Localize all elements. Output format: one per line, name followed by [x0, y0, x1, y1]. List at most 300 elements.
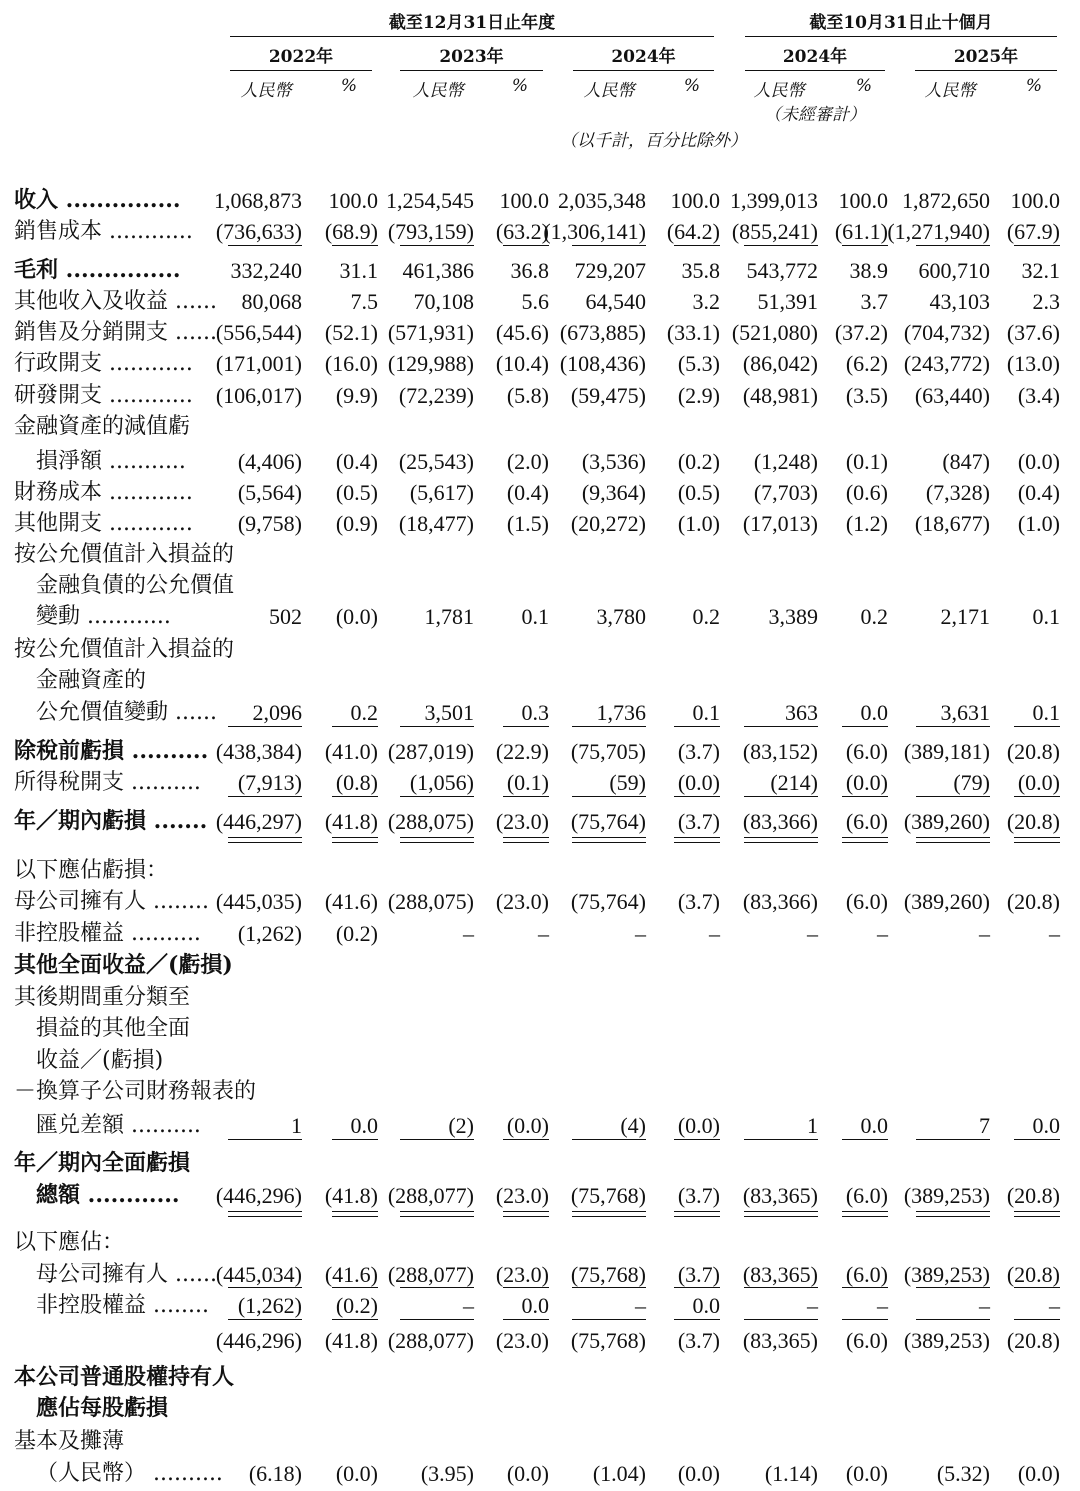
- percent-cell: (6.0): [845, 1183, 888, 1208]
- single-underline: [674, 1139, 720, 1140]
- amount-cell: 1: [291, 1113, 302, 1138]
- amount-cell: 64,540: [585, 289, 646, 314]
- percent-cell: (3.7): [677, 1183, 720, 1208]
- single-underline: [1014, 796, 1060, 797]
- statement-row: [0, 918, 1080, 949]
- amount-cell: (288,077): [387, 1328, 474, 1353]
- year-header: 2022年: [268, 47, 334, 67]
- percent-cell: (6.0): [845, 889, 888, 914]
- percent-cell: (0.2): [677, 449, 720, 474]
- year-header: 2024年: [782, 47, 848, 67]
- amount-cell: (59): [609, 770, 646, 795]
- amount-cell: (736,633): [215, 219, 302, 244]
- percent-cell: 0.1: [1032, 700, 1060, 725]
- double-underline: [674, 837, 720, 843]
- percent-cell: 0.0: [860, 1113, 888, 1138]
- amount-cell: 502: [269, 604, 302, 629]
- percent-cell: 0.1: [1032, 604, 1060, 629]
- statement-row: [0, 286, 1080, 317]
- unit-rmb-header: 人民幣: [924, 81, 976, 101]
- row-label: 行政開支 ............: [14, 351, 193, 376]
- statement-row: [0, 1393, 1080, 1424]
- percent-cell: 2.3: [1032, 289, 1060, 314]
- single-underline: [1014, 1319, 1060, 1320]
- amount-cell: (287,019): [387, 739, 474, 764]
- statement-row: [0, 855, 1080, 886]
- single-overline: [842, 1287, 888, 1288]
- percent-cell: (3.7): [677, 1328, 720, 1353]
- double-underline: [842, 837, 888, 843]
- row-label: 非控股權益 ........: [36, 1293, 209, 1318]
- amount-cell: (18,677): [914, 511, 990, 536]
- statement-row: [0, 697, 1080, 728]
- amount-cell: (5,617): [409, 480, 474, 505]
- amount-cell: (5.32): [936, 1461, 990, 1486]
- group-header-ten-months: 截至10月31日止十個月: [809, 13, 993, 33]
- statement-row: [0, 185, 1080, 216]
- row-label: 匯兑差額 ..........: [36, 1113, 201, 1138]
- row-label: 按公允價值計入損益的: [14, 637, 235, 662]
- amount-cell: (72,239): [398, 383, 474, 408]
- amount-cell: –: [463, 1293, 474, 1318]
- percent-cell: (0.1): [845, 449, 888, 474]
- single-underline: [572, 1319, 646, 1320]
- percent-cell: (3.5): [845, 383, 888, 408]
- amount-cell: (214): [770, 770, 818, 795]
- statement-row: [0, 1458, 1080, 1489]
- amount-cell: (129,988): [387, 351, 474, 376]
- amount-cell: (793,159): [387, 219, 474, 244]
- amount-cell: (288,077): [387, 1262, 474, 1287]
- percent-cell: (37.2): [834, 320, 888, 345]
- row-label: 其他開支 ............: [14, 511, 193, 536]
- single-underline: [744, 1319, 818, 1320]
- single-underline: [503, 245, 549, 246]
- row-label: 損淨額 ...........: [36, 449, 186, 474]
- percent-cell: (0.8): [335, 770, 378, 795]
- amount-cell: (389,260): [903, 809, 990, 834]
- amount-cell: (3,536): [581, 449, 646, 474]
- percent-cell: (37.6): [1006, 320, 1060, 345]
- amount-cell: (83,365): [742, 1328, 818, 1353]
- double-underline: [744, 1211, 818, 1217]
- percent-cell: 7.5: [350, 289, 378, 314]
- unit-rmb-header: 人民幣: [240, 81, 292, 101]
- single-underline: [916, 726, 990, 727]
- double-underline: [1014, 837, 1060, 843]
- single-underline: [332, 245, 378, 246]
- row-label: 其後期間重分類至: [14, 985, 191, 1010]
- amount-cell: 332,240: [230, 258, 302, 283]
- single-underline: [572, 726, 646, 727]
- amount-cell: 363: [785, 700, 818, 725]
- percent-cell: (6.0): [845, 809, 888, 834]
- amount-cell: (446,296): [215, 1328, 302, 1353]
- percent-cell: (68.9): [324, 219, 378, 244]
- percent-cell: (41.6): [324, 1262, 378, 1287]
- percent-cell: (3.4): [1017, 383, 1060, 408]
- single-overline: [572, 1287, 646, 1288]
- percent-cell: (6.0): [845, 739, 888, 764]
- group-rule-1: [230, 36, 714, 37]
- percent-cell: –: [538, 921, 549, 946]
- statement-row: [0, 411, 1080, 442]
- row-label: 其他全面收益／(虧損): [14, 952, 233, 978]
- unit-pct-header: %: [511, 76, 529, 96]
- amount-cell: –: [807, 1293, 818, 1318]
- percent-cell: (5.8): [506, 383, 549, 408]
- amount-cell: 3,631: [940, 700, 990, 725]
- statement-row: [0, 1259, 1080, 1290]
- row-label: 研發開支 ............: [14, 383, 193, 408]
- double-underline: [1014, 1211, 1060, 1217]
- amount-cell: (17,013): [742, 511, 818, 536]
- statement-row: [0, 508, 1080, 539]
- statement-row: [0, 1426, 1080, 1457]
- percent-cell: (20.8): [1006, 1328, 1060, 1353]
- percent-cell: 35.8: [681, 258, 720, 283]
- double-underline: [228, 1211, 302, 1217]
- percent-cell: –: [877, 1293, 888, 1318]
- group-header-year-ended: 截至12月31日止年度: [388, 13, 556, 33]
- amount-cell: (855,241): [731, 219, 818, 244]
- percent-cell: (0.2): [335, 921, 378, 946]
- row-label: 非控股權益 ..........: [14, 921, 201, 946]
- percent-cell: (9.9): [335, 383, 378, 408]
- percent-cell: 0.1: [692, 700, 720, 725]
- percent-cell: (0.0): [335, 1461, 378, 1486]
- single-underline: [572, 245, 646, 246]
- percent-cell: (2.0): [506, 449, 549, 474]
- statement-row: [0, 1148, 1080, 1179]
- single-overline: [674, 1287, 720, 1288]
- amount-cell: 1,399,013: [730, 188, 818, 213]
- statement-row: [0, 317, 1080, 348]
- amount-cell: (288,077): [387, 1183, 474, 1208]
- row-label: 銷售及分銷開支 ......: [14, 320, 217, 345]
- single-underline: [916, 245, 990, 246]
- percent-cell: (13.0): [1006, 351, 1060, 376]
- percent-cell: (5.3): [677, 351, 720, 376]
- unit-pct-header: %: [683, 76, 701, 96]
- percent-cell: 0.0: [350, 1113, 378, 1138]
- amount-cell: (1,306,141): [543, 219, 646, 244]
- row-label: 以下應佔虧損：: [14, 858, 169, 883]
- single-underline: [503, 1319, 549, 1320]
- amount-cell: 2,171: [940, 604, 990, 629]
- amount-cell: (5,564): [237, 480, 302, 505]
- amount-cell: 43,103: [929, 289, 990, 314]
- amount-cell: (445,034): [215, 1262, 302, 1287]
- amount-cell: (86,042): [742, 351, 818, 376]
- percent-cell: (0.9): [335, 511, 378, 536]
- percent-cell: (3.7): [677, 1262, 720, 1287]
- percent-cell: (16.0): [324, 351, 378, 376]
- single-underline: [228, 796, 302, 797]
- row-label: 收益／(虧損): [36, 1048, 164, 1073]
- amount-cell: 729,207: [574, 258, 646, 283]
- amount-cell: (556,544): [215, 320, 302, 345]
- statement-row: [0, 570, 1080, 601]
- percent-cell: (1.5): [506, 511, 549, 536]
- single-underline: [332, 796, 378, 797]
- single-overline: [744, 1287, 818, 1288]
- single-underline: [842, 1139, 888, 1140]
- percent-cell: (3.7): [677, 739, 720, 764]
- percent-cell: (20.8): [1006, 889, 1060, 914]
- amount-cell: (389,260): [903, 889, 990, 914]
- single-underline: [744, 796, 818, 797]
- single-underline: [503, 1139, 549, 1140]
- single-underline: [503, 726, 549, 727]
- percent-cell: 0.1: [521, 604, 549, 629]
- double-underline: [503, 837, 549, 843]
- unit-rmb-header: 人民幣: [583, 81, 635, 101]
- amount-cell: (445,035): [215, 889, 302, 914]
- double-underline: [400, 1211, 474, 1217]
- amount-cell: (389,181): [903, 739, 990, 764]
- percent-cell: (23.0): [495, 1328, 549, 1353]
- row-label: 母公司擁有人 ........: [14, 889, 209, 914]
- amount-cell: (4,406): [237, 449, 302, 474]
- statement-row: [0, 446, 1080, 477]
- percent-cell: (0.1): [506, 770, 549, 795]
- amount-cell: (7,703): [753, 480, 818, 505]
- percent-cell: (33.1): [666, 320, 720, 345]
- percent-cell: (63.2): [495, 219, 549, 244]
- statement-row: [0, 539, 1080, 570]
- percent-cell: (41.8): [324, 1328, 378, 1353]
- percent-cell: 100.0: [670, 188, 720, 213]
- single-underline: [674, 796, 720, 797]
- percent-cell: 38.9: [849, 258, 888, 283]
- single-overline: [503, 1287, 549, 1288]
- amount-cell: 70,108: [413, 289, 474, 314]
- single-underline: [744, 726, 818, 727]
- amount-cell: (1.14): [764, 1461, 818, 1486]
- amount-cell: (389,253): [903, 1183, 990, 1208]
- single-underline: [744, 1139, 818, 1140]
- double-underline: [572, 837, 646, 843]
- amount-cell: (446,296): [215, 1183, 302, 1208]
- percent-cell: 0.0: [860, 700, 888, 725]
- single-underline: [572, 796, 646, 797]
- year-rule: [230, 70, 372, 71]
- percent-cell: 100.0: [1010, 188, 1060, 213]
- row-label: （人民幣） ..........: [36, 1461, 223, 1486]
- amount-cell: (108,436): [559, 351, 646, 376]
- percent-cell: 36.8: [510, 258, 549, 283]
- percent-cell: (0.0): [677, 770, 720, 795]
- amount-cell: 1,254,545: [386, 188, 474, 213]
- amount-cell: (389,253): [903, 1262, 990, 1287]
- percent-cell: (22.9): [495, 739, 549, 764]
- row-label: 所得稅開支 ..........: [14, 770, 201, 795]
- percent-cell: (45.6): [495, 320, 549, 345]
- year-rule: [573, 70, 714, 71]
- row-label: 損益的其他全面: [36, 1016, 191, 1041]
- percent-cell: (0.0): [506, 1113, 549, 1138]
- amount-cell: 461,386: [402, 258, 474, 283]
- percent-cell: (1.2): [845, 511, 888, 536]
- double-underline: [572, 1211, 646, 1217]
- amount-cell: (75,768): [570, 1262, 646, 1287]
- amount-cell: (83,365): [742, 1183, 818, 1208]
- amount-cell: (75,764): [570, 889, 646, 914]
- single-underline: [1014, 245, 1060, 246]
- double-underline: [842, 1211, 888, 1217]
- amount-cell: (75,705): [570, 739, 646, 764]
- amount-cell: (75,768): [570, 1328, 646, 1353]
- statement-row: [0, 601, 1080, 632]
- percent-cell: (0.0): [506, 1461, 549, 1486]
- year-header: 2025年: [953, 47, 1019, 67]
- amount-cell: 80,068: [241, 289, 302, 314]
- amount-cell: 1,736: [596, 700, 646, 725]
- amount-cell: (6.18): [248, 1461, 302, 1486]
- amount-cell: (75,764): [570, 809, 646, 834]
- percent-cell: (0.4): [506, 480, 549, 505]
- amount-cell: (1,056): [409, 770, 474, 795]
- single-underline: [400, 245, 474, 246]
- percent-cell: 0.0: [692, 1293, 720, 1318]
- percent-cell: (0.0): [845, 1461, 888, 1486]
- percent-cell: (23.0): [495, 889, 549, 914]
- unit-rmb-header: 人民幣: [753, 81, 805, 101]
- amount-cell: (243,772): [903, 351, 990, 376]
- row-label: 金融資產的減值虧: [14, 414, 191, 439]
- amount-cell: (288,075): [387, 889, 474, 914]
- amount-cell: (2): [448, 1113, 474, 1138]
- amount-cell: (521,080): [731, 320, 818, 345]
- single-overline: [1014, 1287, 1060, 1288]
- percent-cell: (1.0): [677, 511, 720, 536]
- amount-cell: 7: [979, 1113, 990, 1138]
- thousands-note: （以千計，百分比除外）: [560, 131, 747, 151]
- row-label: 總額 ............: [36, 1182, 180, 1208]
- percent-cell: 3.2: [692, 289, 720, 314]
- amount-cell: 51,391: [757, 289, 818, 314]
- amount-cell: (59,475): [570, 383, 646, 408]
- percent-cell: (41.0): [324, 739, 378, 764]
- amount-cell: (446,297): [215, 809, 302, 834]
- single-underline: [842, 1319, 888, 1320]
- amount-cell: (1,248): [753, 449, 818, 474]
- percent-cell: (0.0): [845, 770, 888, 795]
- double-underline: [503, 1211, 549, 1217]
- percent-cell: (0.2): [335, 1293, 378, 1318]
- percent-cell: (61.1): [834, 219, 888, 244]
- percent-cell: 0.0: [521, 1293, 549, 1318]
- single-underline: [228, 1139, 302, 1140]
- row-label: 銷售成本 ............: [14, 219, 193, 244]
- amount-cell: –: [979, 921, 990, 946]
- percent-cell: 32.1: [1021, 258, 1060, 283]
- amount-cell: (106,017): [215, 383, 302, 408]
- unit-pct-header: %: [855, 76, 873, 96]
- statement-row: [0, 1325, 1080, 1356]
- single-underline: [1014, 726, 1060, 727]
- percent-cell: (23.0): [495, 809, 549, 834]
- double-underline: [228, 837, 302, 843]
- single-underline: [332, 1139, 378, 1140]
- statement-row: [0, 1045, 1080, 1076]
- statement-row: [0, 806, 1080, 837]
- percent-cell: –: [1049, 1293, 1060, 1318]
- statement-row: [0, 634, 1080, 665]
- percent-cell: 0.2: [692, 604, 720, 629]
- year-header: 2023年: [439, 47, 504, 67]
- percent-cell: (0.0): [335, 604, 378, 629]
- amount-cell: (48,981): [742, 383, 818, 408]
- percent-cell: (52.1): [324, 320, 378, 345]
- percent-cell: 100.0: [838, 188, 888, 213]
- statement-row: [0, 1290, 1080, 1321]
- amount-cell: (83,366): [742, 809, 818, 834]
- single-underline: [744, 245, 818, 246]
- row-label: －換算子公司財務報表的: [14, 1079, 257, 1104]
- year-rule: [400, 70, 543, 71]
- statement-row: [0, 1180, 1080, 1211]
- percent-cell: (0.4): [1017, 480, 1060, 505]
- single-underline: [916, 1139, 990, 1140]
- percent-cell: (0.0): [1017, 770, 1060, 795]
- row-label: 公允價值變動 ......: [36, 700, 217, 725]
- percent-cell: (20.8): [1006, 1183, 1060, 1208]
- single-underline: [674, 245, 720, 246]
- amount-cell: 2,096: [252, 700, 302, 725]
- unit-pct-header: %: [1025, 76, 1043, 96]
- single-underline: [400, 796, 474, 797]
- single-underline: [916, 1319, 990, 1320]
- amount-cell: 543,772: [746, 258, 818, 283]
- percent-cell: (0.5): [335, 480, 378, 505]
- amount-cell: –: [807, 921, 818, 946]
- single-underline: [503, 796, 549, 797]
- amount-cell: (83,365): [742, 1262, 818, 1287]
- statement-row: [0, 767, 1080, 798]
- row-label: 金融資產的: [36, 668, 147, 693]
- statement-row: [0, 1013, 1080, 1044]
- row-label: 金融負債的公允價值: [36, 573, 235, 598]
- statement-row: [0, 477, 1080, 508]
- row-label: 毛利 ...............: [14, 257, 181, 283]
- amount-cell: (171,001): [215, 351, 302, 376]
- amount-cell: 3,389: [768, 604, 818, 629]
- percent-cell: (64.2): [666, 219, 720, 244]
- percent-cell: 0.2: [860, 604, 888, 629]
- amount-cell: 3,780: [596, 604, 646, 629]
- percent-cell: 31.1: [339, 258, 378, 283]
- statement-row: [0, 665, 1080, 696]
- amount-cell: (4): [620, 1113, 646, 1138]
- single-overline: [400, 1287, 474, 1288]
- amount-cell: (1,262): [237, 1293, 302, 1318]
- double-underline: [916, 837, 990, 843]
- amount-cell: (673,885): [559, 320, 646, 345]
- amount-cell: (9,758): [237, 511, 302, 536]
- unit-rmb-header: 人民幣: [412, 81, 464, 101]
- single-underline: [674, 1319, 720, 1320]
- percent-cell: (41.8): [324, 809, 378, 834]
- amount-cell: (1.04): [592, 1461, 646, 1486]
- amount-cell: –: [635, 1293, 646, 1318]
- statement-row: [0, 950, 1080, 981]
- percent-cell: (0.0): [1017, 449, 1060, 474]
- amount-cell: (79): [953, 770, 990, 795]
- double-underline: [916, 1211, 990, 1217]
- single-underline: [916, 796, 990, 797]
